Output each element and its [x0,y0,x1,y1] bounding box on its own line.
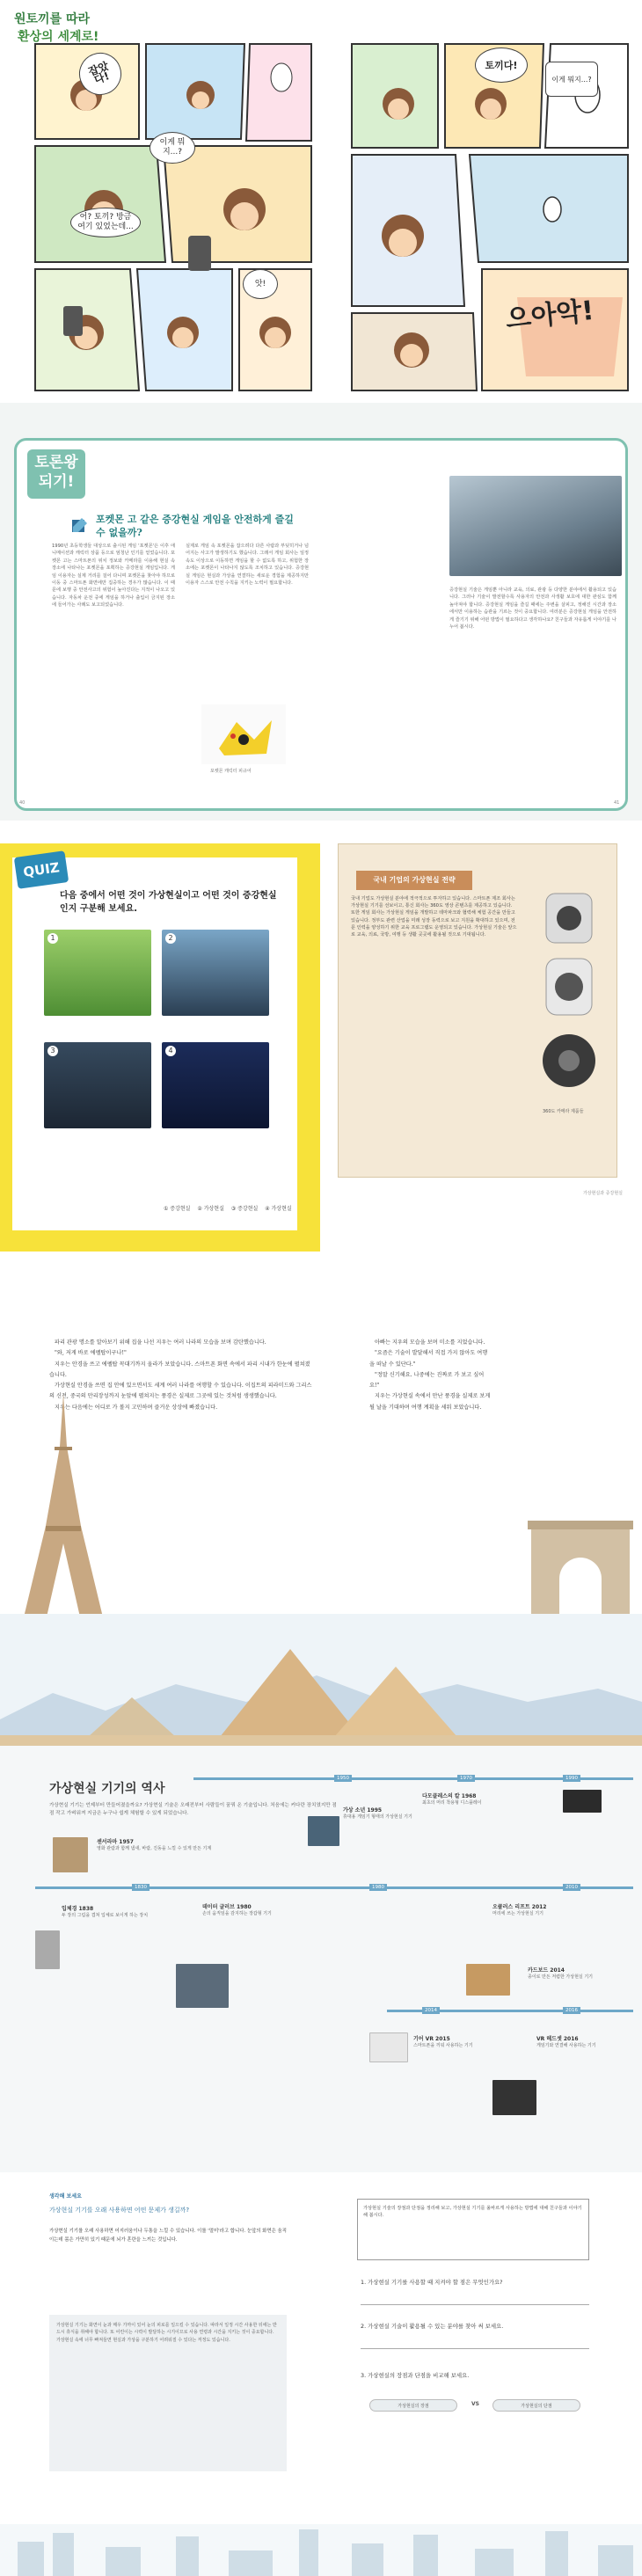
discussion-tag: 생각해 보세요 [49,2193,82,2200]
quiz-num: 1 [47,933,58,944]
info-note [338,843,617,1178]
comic-title [14,11,98,46]
quiz-num: 2 [165,933,176,944]
debate-section [0,403,642,821]
eiffel-tower-illustration [19,1394,107,1623]
driving-photo [449,476,622,576]
toy-caption: 포켓몬 캐릭터 피규어 [210,769,252,774]
vs-label: VS [471,2401,479,2407]
quiz-card [12,857,297,1230]
quiz-answer: ③ 증강현실 [230,1206,259,1212]
story-paragraph: 지우는 안경을 쓰고 에펠탑 꼭대기까지 올라가 보았습니다. 스마트폰 화면 속에서 파리 시내가 한눈에 펼쳐졌습니다. [49,1361,310,1378]
timeline-item [202,1904,317,1917]
sensorama-image [53,1837,88,1872]
item-desc: 최초의 머리 착용형 디스플레이 [422,1800,482,1806]
item-desc: 스마트폰을 끼워 사용하는 기기 [413,2043,473,2048]
activity-question: 2. 가상현실 기술이 활용될 수 있는 분야를 찾아 써 보세요. [361,2323,504,2330]
debate-col-3: 증강현실 기술은 게임뿐 아니라 교육, 의료, 관광 등 다양한 분야에서 활용되고 있습니다. 그러나 기술이 발전할수록 사용자의 안전과 사생활 보호에 대한 관심도 함께 높아져야 합니다. 증강현실 게임을 즐길 때에는 주변을 살피고, 정해진 시간과 장소에서만 이용하는 습관을 기르는 것이 중요합니다. 여러분은 증강현실 게임을 안전하게 즐기기 위해 어떤 방법이 필요하다고 생각하나요? 친구들과 자유롭게 이야기를 나누어 봅시다. [449,587,616,631]
answer-line[interactable] [361,2304,589,2305]
discussion-box: 가상현실 기기는 화면이 눈과 매우 가까이 있어 눈의 피로를 일으킬 수 있습니다. 따라서 일정 시간 사용한 뒤에는 반드시 휴식을 취해야 합니다. 또 어린이는 시력이 발달하는 시기이므로 사용 연령과 시간을 지키는 것이 중요합니다. 가상현실 속에 너무 빠져들면 현실과 가상을 구분하기 어려워질 수 있다는 걱정도 있습니다. [49,2315,287,2471]
item-name: 다모클레스의 칼 [422,1793,460,1799]
activity-question: 3. 가상현실의 장점과 단점을 비교해 보세요. [361,2372,470,2379]
item-name: 센서라마 [97,1839,118,1845]
activity-box: 가상현실 기술의 장점과 단점을 정리해 보고, 가상현실 기기를 올바르게 사용하는 방법에 대해 친구들과 이야기해 봅시다. [357,2199,589,2260]
debate-frame [14,438,628,811]
speech-bubble: 잡았다! [73,47,128,101]
debate-badge-line2: 되기! [38,473,75,491]
item-name: 입체경 [62,1906,77,1912]
timeline-item [62,1906,158,1919]
quiz-image-1 [44,930,151,1016]
story-paragraph: 지우는 가상현실 속에서 만난 풍경을 실제로 보게 될 날을 기대하며 여행 계획을 세워 보았습니다. [369,1393,491,1411]
activity-question: 1. 가상현실 기기를 사용할 때 지켜야 할 점은 무엇인가요? [361,2279,503,2286]
quiz-panel [0,843,320,1252]
item-desc: 종이로 만든 저렴한 가상현실 기기 [528,1974,593,1980]
camera-caption: 360도 카메라 제품들 [543,1109,584,1114]
data-glove-image [176,1964,229,2008]
item-year: 1838 [78,1906,94,1912]
timeline-year: 1970 [457,1775,475,1782]
speech-bubble: 이게 뭐지...? [150,132,195,164]
gear-vr-image [369,2032,408,2062]
vr-headset-image [492,2080,536,2115]
item-year: 2016 [563,2036,579,2042]
comic-title-line2: 환상의 세계로! [18,30,99,44]
timeline-section [0,1746,642,2172]
timeline-item [528,1967,624,1981]
item-year: 2014 [550,1967,565,1974]
item-name: 기어 VR [413,2036,434,2042]
timeline-item [413,2036,519,2049]
timeline-year: 1950 [334,1775,352,1782]
kinect-image [563,1790,602,1813]
pencil-icon [69,514,91,536]
debate-col-2: 실제로 게임 속 포켓몬을 잡으려다 다른 사람과 부딪히거나 넘어지는 사고가 발생하기도 했습니다. 그래서 게임 회사는 일정 속도 이상으로 이동하면 게임을 할 수 없도록 하고, 위험한 장소에는 포켓몬이 나타나지 않도록 조치하고 있습니다. 증강현실 게임은 현실과 가상을 연결하는 새로운 경험을 제공하지만 이용자 스스로 안전 수칙을 지키는 노력이 필요합니다. [186,544,309,587]
timeline-item [492,1904,607,1917]
item-desc: 두 장의 그림을 겹쳐 입체로 보이게 하는 장치 [62,1913,149,1918]
debate-col-1: 1990년 초등학생들 대상으로 출시된 게임 '포켓몬'은 이후 애니메이션과 캐릭터 상품 등으로 엄청난 인기를 얻었습니다. 포켓몬 고는 스마트폰의 위치 정보와 카메라를 이용해 현실 속 장소에 나타나는 포켓몬을 포획하는 증강현실 게임입니다. 게임 이용자는 실제 거리를 걸어 다니며 포켓몬을 찾아야 하므로 이동 중 스마트폰 화면에만 집중하는 경우가 많습니다. 이 때문에 보행 중 안전사고의 위험이 높아진다는 지적이 나오고 있습니다. 자동차 운전 중에 게임을 하거나 출입이 금지된 장소에 들어가는 사례도 보고되었습니다. [52,544,175,609]
shout-text: 으아악! [504,295,595,335]
timeline-item [97,1839,220,1852]
quiz-answers [164,1204,297,1212]
debate-question: 포켓몬 고 같은 증강현실 게임을 안전하게 즐길 수 없을까? [96,514,294,538]
quiz-image-4 [162,1042,269,1128]
quiz-answer: ② 가상현실 [197,1206,224,1212]
story-paragraph: "요즘은 기술이 발달해서 직접 가지 않아도 여행을 떠날 수 있단다." [369,1350,488,1368]
timeline-year: 1990 [563,1775,580,1782]
timeline-year: 2010 [563,1884,580,1891]
timeline-year: 2014 [422,2007,440,2014]
quiz-image-2 [162,930,269,1016]
item-name: 카드보드 [528,1967,549,1974]
note-label: 국내 기업의 가상현실 전략 [356,871,472,890]
quiz-image-3 [44,1042,151,1128]
landscape-illustration [0,1614,642,1746]
story-paragraph: 가상현실 안경을 쓰면 집 안에 있으면서도 세계 여러 나라를 여행할 수 있습니다. 이집트의 피라미드와 그리스의 신전, 중국의 만리장성까지 눈앞에 펼쳐지는 풍경은 실제로 그곳에 있는 것처럼 생생했습니다. [49,1383,312,1400]
comic-title-line1: 원토끼를 따라 [14,12,91,26]
speech-bubble: 앗! [243,269,278,299]
quiz-question: 다음 중에서 어떤 것이 가상현실이고 어떤 것이 증강현실인지 구분해 보세요. [60,891,277,914]
story-section [0,1280,642,1746]
pokemon-figure-image [201,704,286,764]
debate-badge-line1: 토론왕 [34,454,78,471]
item-desc: 영화 관람과 함께 냄새, 바람, 진동을 느낄 수 있게 만든 기계 [97,1846,212,1851]
story-paragraph: 지우는 다음에는 어디로 가 볼지 고민하며 즐거운 상상에 빠졌습니다. [55,1404,218,1411]
item-name: 오큘러스 리프트 [492,1904,530,1910]
timeline-item [422,1793,545,1806]
answer-line[interactable] [361,2348,589,2349]
item-year: 2015 [435,2036,450,2042]
item-desc: 머리에 쓰는 가상현실 기기 [492,1911,544,1916]
note-text: 국내 기업도 가상현실 분야에 적극적으로 투자하고 있습니다. 스마트폰 제조 회사는 가상현실 기기를 선보이고, 통신 회사는 360도 영상 콘텐츠를 제공하고 있습니다. 또한 게임 회사는 가상현실 게임을 개발하고 테마파크와 협력해 체험 공간을 만들고 있습니다. 정부도 관련 산업을 미래 성장 동력으로 보고 지원을 확대하고 있으며, 전문 인력을 양성하기 위한 교육 프로그램도 운영되고 있습니다. 가상현실 기술은 앞으로 교육, 의료, 국방, 여행 등 생활 곳곳에 활용될 것으로 기대됩니다. [351,896,517,938]
quiz-num: 3 [47,1046,58,1056]
quiz-num: 4 [165,1046,176,1056]
timeline-year: 1980 [369,1884,387,1891]
cardboard-image [466,1964,510,1996]
arc-de-triomphe-illustration [528,1517,633,1623]
item-year: 2012 [531,1904,547,1910]
timeline-year: 2016 [563,2007,580,2014]
quiz-answer: ④ 가상현실 [265,1206,292,1212]
timeline-intro: 가상현실 기기는 언제부터 만들어졌을까요? 가상현실 기술은 오래전부터 사람들이 꿈꿔 온 기술입니다. 처음에는 커다란 장치였지만 점점 작고 가벼워져 지금은 누구나 쉽게 체험할 수 있게 되었습니다. [49,1803,337,1816]
discussion-question: 가상현실 기기를 오래 사용하면 어떤 문제가 생길까? [49,2207,190,2214]
quiz-section [0,821,642,1280]
item-year: 1995 [367,1807,383,1813]
pros-label: 가상현실의 장점 [369,2399,457,2412]
item-year: 1957 [119,1839,134,1845]
discussion-body: 가상현실 기기를 오래 사용하면 어지러움이나 두통을 느낄 수 있습니다. 이를 '멀미'라고 합니다. 눈앞의 화면은 움직이는데 몸은 가만히 있기 때문에 뇌가 혼란을 느끼는 것입니다. [49,2229,287,2244]
comic-section [0,0,642,403]
item-desc: 손의 움직임을 감지하는 장갑형 기기 [202,1911,272,1916]
item-year: 1980 [236,1904,252,1910]
item-desc: 게임기와 연결해 사용하는 기기 [536,2043,596,2048]
item-name: 데이터 글러브 [202,1904,235,1910]
cons-label: 가상현실의 단점 [492,2399,580,2412]
timeline-item [343,1807,449,1821]
virtual-boy-image [308,1816,339,1846]
item-year: 1968 [461,1793,477,1799]
story-column-2 [369,1338,492,1413]
timeline-title: 가상현실 기기의 역사 [49,1782,165,1796]
quiz-tab: QUIZ [14,850,69,889]
item-desc: 휴대용 게임기 형태의 가상현실 기기 [343,1814,412,1820]
story-paragraph: 파리 관광 명소를 알아보기 위해 집을 나선 지우는 여러 나라의 모습을 보며 감탄했습니다. [55,1339,266,1346]
story-paragraph: 아빠는 지우의 모습을 보며 미소를 지었습니다. [375,1339,485,1346]
timeline-axis [35,1886,633,1889]
page-number-right: 41 [614,800,620,806]
discussion-section [0,2172,642,2576]
stereoscope-image [35,1930,60,1969]
page-number-left: 40 [19,800,26,806]
item-name: VR 헤드셋 [536,2036,562,2042]
speech-bubble: 토끼다! [475,47,528,83]
speech-bubble: 어? 토끼? 방금 여기 있었는데... [70,208,141,237]
timeline-year: 1830 [132,1884,150,1891]
timeline-item [536,2036,633,2049]
speech-bubble: 이게 뭐지...? [545,62,598,97]
cityscape-illustration [0,2524,642,2576]
story-paragraph: "와, 저게 바로 에펠탑이구나!" [55,1350,127,1357]
story-paragraph: "정말 신기해요. 나중에는 진짜로 가 보고 싶어요!" [369,1371,485,1390]
debate-badge [27,449,85,499]
item-name: 가상 소년 [343,1807,366,1813]
page-label: 가상현실과 증강현실 [582,1191,623,1196]
quiz-answer: ① 증강현실 [164,1206,191,1212]
camera-images [534,888,604,1099]
